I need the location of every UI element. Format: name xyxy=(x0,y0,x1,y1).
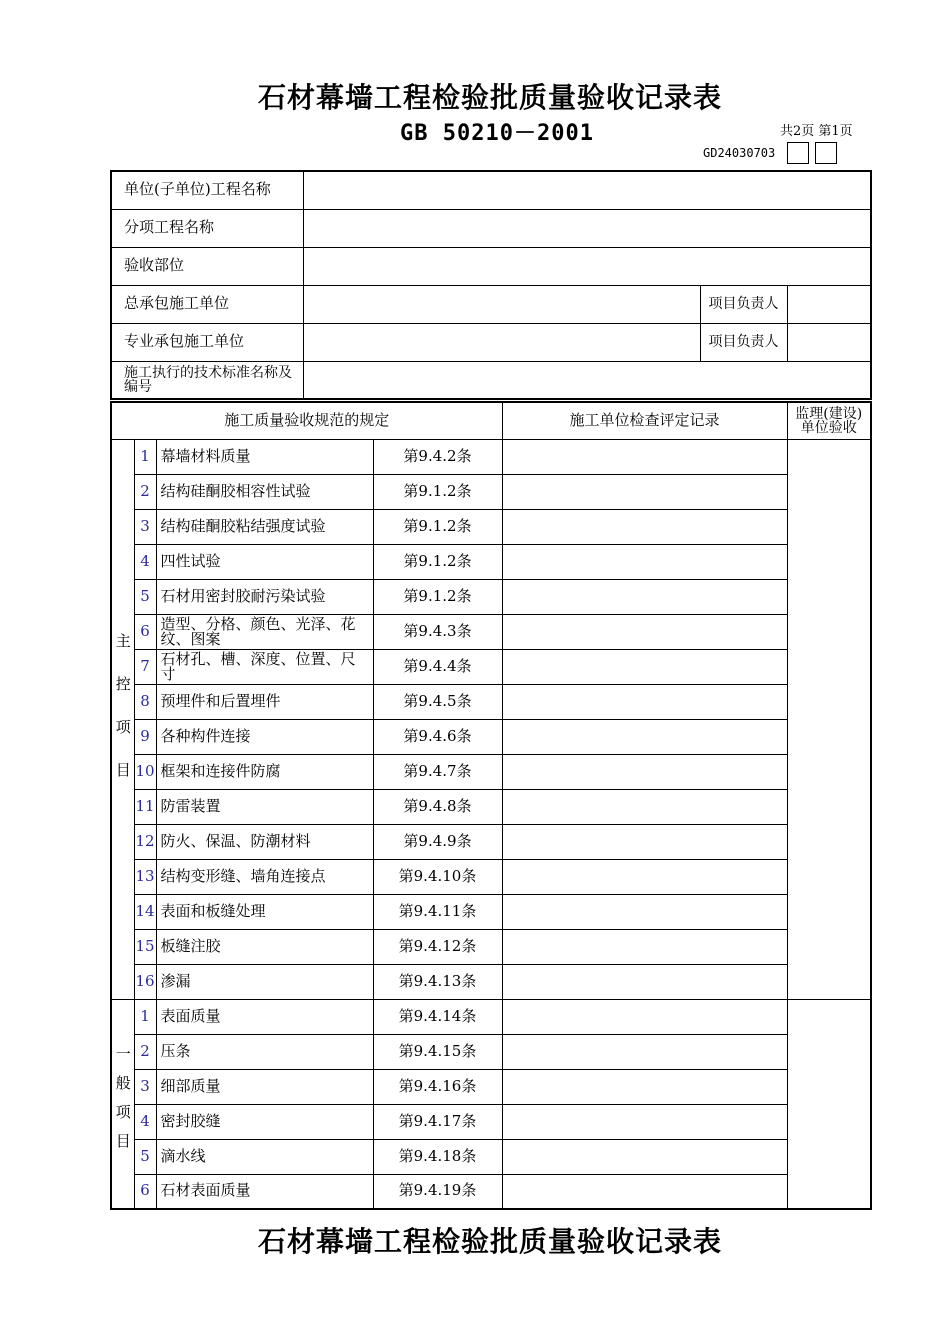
record-cell[interactable] xyxy=(502,1069,787,1104)
page-info: 共2页 第1页 xyxy=(780,124,853,139)
item-number: 14 xyxy=(134,894,156,929)
record-cell[interactable] xyxy=(502,544,787,579)
item-clause: 第9.4.12条 xyxy=(373,929,502,964)
item-name: 结构变形缝、墙角连接点 xyxy=(156,859,373,894)
item-clause: 第9.4.13条 xyxy=(373,964,502,999)
record-cell[interactable] xyxy=(502,1139,787,1174)
item-name: 幕墙材料质量 xyxy=(156,439,373,474)
table-header-row xyxy=(111,402,871,439)
unit-project-row xyxy=(111,171,871,209)
sub-project-row xyxy=(111,209,871,247)
standard-code: GB 50210－2001 xyxy=(400,121,594,146)
item-number: 2 xyxy=(134,474,156,509)
table-row xyxy=(111,929,871,964)
inspection-part-row xyxy=(111,247,871,285)
inspection-part-label: 验收部位 xyxy=(111,247,303,285)
item-number: 1 xyxy=(134,439,156,474)
item-name: 防火、保温、防潮材料 xyxy=(156,824,373,859)
record-cell[interactable] xyxy=(502,439,787,474)
item-clause: 第9.1.2条 xyxy=(373,509,502,544)
record-cell[interactable] xyxy=(502,1034,787,1069)
unit-project-label: 单位(子单位)工程名称 xyxy=(111,171,303,209)
table-row xyxy=(111,754,871,789)
record-cell[interactable] xyxy=(502,719,787,754)
form-code: GD24030703 xyxy=(703,146,776,160)
item-number: 5 xyxy=(134,1139,156,1174)
item-clause: 第9.4.8条 xyxy=(373,789,502,824)
record-cell[interactable] xyxy=(502,1174,787,1209)
project-manager-field-2[interactable] xyxy=(787,323,871,361)
item-name: 四性试验 xyxy=(156,544,373,579)
general-contractor-field[interactable] xyxy=(303,285,700,323)
item-number: 4 xyxy=(134,544,156,579)
record-cell[interactable] xyxy=(502,684,787,719)
item-number: 5 xyxy=(134,579,156,614)
record-cell[interactable] xyxy=(502,509,787,544)
table-row xyxy=(111,1139,871,1174)
item-number: 10 xyxy=(134,754,156,789)
item-number: 12 xyxy=(134,824,156,859)
item-clause: 第9.4.3条 xyxy=(373,614,502,649)
item-name: 石材表面质量 xyxy=(156,1174,373,1209)
table-row xyxy=(111,544,871,579)
record-cell[interactable] xyxy=(502,1104,787,1139)
item-number: 9 xyxy=(134,719,156,754)
inspection-items-table xyxy=(110,401,872,1210)
item-number: 6 xyxy=(134,1174,156,1209)
supervision-header: 监理(建设)单位验收 xyxy=(787,402,871,439)
table-row xyxy=(111,789,871,824)
code-box-2[interactable] xyxy=(815,142,837,164)
table-row xyxy=(111,649,871,684)
table-row xyxy=(111,1174,871,1209)
general-contractor-row xyxy=(111,285,871,323)
table-row xyxy=(111,859,871,894)
table-row xyxy=(111,509,871,544)
record-cell[interactable] xyxy=(502,649,787,684)
record-header: 施工单位检查评定记录 xyxy=(502,402,787,439)
item-name: 预埋件和后置埋件 xyxy=(156,684,373,719)
table-row xyxy=(111,1104,871,1139)
record-cell[interactable] xyxy=(502,929,787,964)
item-clause: 第9.4.18条 xyxy=(373,1139,502,1174)
unit-project-field[interactable] xyxy=(303,171,871,209)
item-name: 造型、分格、颜色、光泽、花纹、图案 xyxy=(156,614,373,649)
item-name: 表面和板缝处理 xyxy=(156,894,373,929)
item-clause: 第9.1.2条 xyxy=(373,544,502,579)
record-cell[interactable] xyxy=(502,789,787,824)
specialty-contractor-row xyxy=(111,323,871,361)
item-clause: 第9.4.15条 xyxy=(373,1034,502,1069)
item-clause: 第9.4.14条 xyxy=(373,999,502,1034)
item-name: 石材用密封胶耐污染试验 xyxy=(156,579,373,614)
table-row xyxy=(111,439,871,474)
table-row xyxy=(111,1069,871,1104)
item-clause: 第9.4.4条 xyxy=(373,649,502,684)
record-cell[interactable] xyxy=(502,859,787,894)
tech-standard-label: 施工执行的技术标准名称及编号 xyxy=(111,361,303,399)
item-name: 石材孔、槽、深度、位置、尺寸 xyxy=(156,649,373,684)
item-clause: 第9.4.10条 xyxy=(373,859,502,894)
table-row xyxy=(111,964,871,999)
item-name: 防雷装置 xyxy=(156,789,373,824)
specialty-contractor-label: 专业承包施工单位 xyxy=(111,323,303,361)
general-supervision-cell[interactable] xyxy=(787,999,871,1209)
item-number: 4 xyxy=(134,1104,156,1139)
code-box-1[interactable] xyxy=(787,142,809,164)
item-number: 16 xyxy=(134,964,156,999)
item-number: 8 xyxy=(134,684,156,719)
item-number: 11 xyxy=(134,789,156,824)
item-name: 表面质量 xyxy=(156,999,373,1034)
item-clause: 第9.4.16条 xyxy=(373,1069,502,1104)
general-label: 一般项目 xyxy=(111,999,134,1209)
item-number: 3 xyxy=(134,1069,156,1104)
item-number: 7 xyxy=(134,649,156,684)
item-name: 滴水线 xyxy=(156,1139,373,1174)
project-manager-field-1[interactable] xyxy=(787,285,871,323)
main-control-label: 主控项目 xyxy=(111,439,134,999)
item-name: 细部质量 xyxy=(156,1069,373,1104)
record-cell[interactable] xyxy=(502,614,787,649)
specialty-contractor-field[interactable] xyxy=(303,323,700,361)
item-name: 密封胶缝 xyxy=(156,1104,373,1139)
sub-project-field[interactable] xyxy=(303,209,871,247)
item-clause: 第9.4.7条 xyxy=(373,754,502,789)
item-number: 3 xyxy=(134,509,156,544)
record-cell[interactable] xyxy=(502,579,787,614)
item-clause: 第9.1.2条 xyxy=(373,579,502,614)
item-number: 15 xyxy=(134,929,156,964)
record-cell[interactable] xyxy=(502,474,787,509)
tech-standard-row xyxy=(111,361,871,399)
item-name: 渗漏 xyxy=(156,964,373,999)
general-contractor-label: 总承包施工单位 xyxy=(111,285,303,323)
record-cell[interactable] xyxy=(502,964,787,999)
item-number: 1 xyxy=(134,999,156,1034)
record-cell[interactable] xyxy=(502,824,787,859)
table-row xyxy=(111,1034,871,1069)
record-cell[interactable] xyxy=(502,999,787,1034)
item-number: 6 xyxy=(134,614,156,649)
project-manager-label-1: 项目负责人 xyxy=(700,285,787,323)
item-clause: 第9.4.5条 xyxy=(373,684,502,719)
inspection-part-field[interactable] xyxy=(303,247,871,285)
item-name: 结构硅酮胶相容性试验 xyxy=(156,474,373,509)
table-row xyxy=(111,474,871,509)
item-name: 板缝注胶 xyxy=(156,929,373,964)
item-clause: 第9.4.2条 xyxy=(373,439,502,474)
item-clause: 第9.1.2条 xyxy=(373,474,502,509)
tech-standard-field[interactable] xyxy=(303,361,871,399)
footer-title: 石材幕墙工程检验批质量验收记录表 xyxy=(257,1225,722,1258)
sub-project-label: 分项工程名称 xyxy=(111,209,303,247)
project-info-table xyxy=(110,170,872,400)
item-name: 框架和连接件防腐 xyxy=(156,754,373,789)
item-name: 结构硅酮胶粘结强度试验 xyxy=(156,509,373,544)
spec-header: 施工质量验收规范的规定 xyxy=(111,402,502,439)
table-row xyxy=(111,999,871,1034)
item-clause: 第9.4.11条 xyxy=(373,894,502,929)
table-row xyxy=(111,719,871,754)
item-clause: 第9.4.19条 xyxy=(373,1174,502,1209)
table-row xyxy=(111,824,871,859)
item-name: 压条 xyxy=(156,1034,373,1069)
item-number: 13 xyxy=(134,859,156,894)
main-control-supervision-cell[interactable] xyxy=(787,439,871,999)
project-manager-label-2: 项目负责人 xyxy=(700,323,787,361)
item-clause: 第9.4.9条 xyxy=(373,824,502,859)
page-title: 石材幕墙工程检验批质量验收记录表 xyxy=(257,81,722,114)
table-row xyxy=(111,579,871,614)
item-clause: 第9.4.17条 xyxy=(373,1104,502,1139)
record-cell[interactable] xyxy=(502,754,787,789)
item-clause: 第9.4.6条 xyxy=(373,719,502,754)
table-row xyxy=(111,894,871,929)
item-number: 2 xyxy=(134,1034,156,1069)
table-row xyxy=(111,684,871,719)
item-name: 各种构件连接 xyxy=(156,719,373,754)
table-row xyxy=(111,614,871,649)
record-cell[interactable] xyxy=(502,894,787,929)
